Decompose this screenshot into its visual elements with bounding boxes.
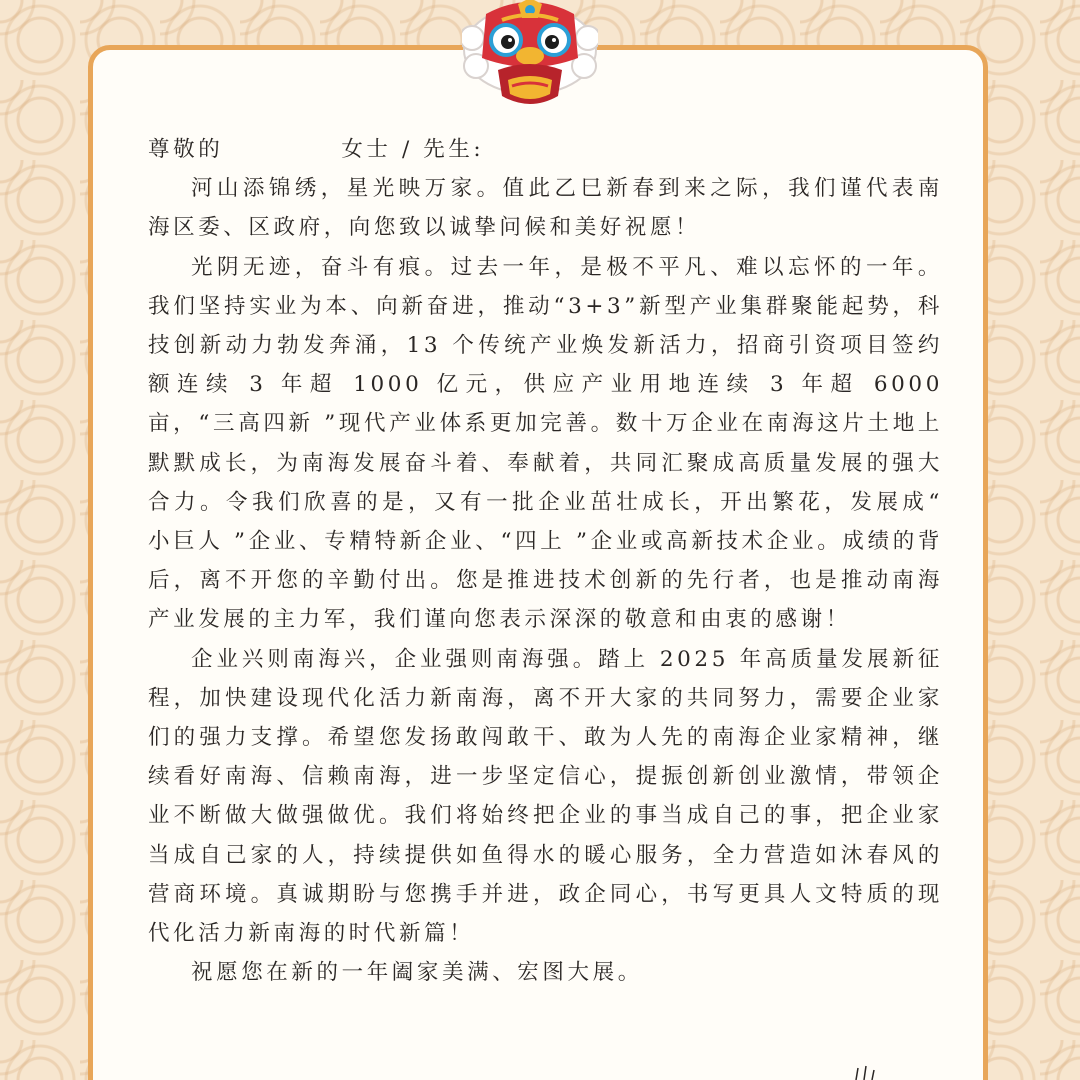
letter-body [148,130,943,992]
paragraph-review: 光阴无迹，奋斗有痕。过去一年，是极不平凡、难以忘怀的一年。我们坚持实业为本、向新奋进，推动“3+3”新型产业集群聚能起势，科技创新动力勃发奔涌，13 个传统产业焕发新活力，招商引资项目签约额连续 3 年超 1000 亿元，供应产业用地连续 3 年超 6000 亩，“三高四新 ”现代产业体系更加完善。数十万企业在南海这片土地上默默成长，为南海发展奋斗着、奉献着，共同汇聚成高质量发展的强大合力。令我们欣喜的是，又有一批企业茁壮成长，开出繁花，发展成“ 小巨人 ”企业、专精特新企业、“四上 ”企业或高新技术企业。成绩的背后，离不开您的辛勤付出。您是推进技术创新的先行者，也是推动南海产业发展的主力军，我们谨向您表示深深的敬意和由衷的感谢！ [148,254,943,633]
paragraph-greeting: 河山添锦绣，星光映万家。值此乙巳新春到来之际，我们谨代表南海区委、区政府，向您致以诚挚问候和美好祝愿！ [148,176,943,241]
lion-dance-head-icon [462,0,598,112]
paragraph-wishes: 祝愿您在新的一年阖家美满、宏图大展。 [191,960,643,986]
signature-stroke-icon [852,1062,882,1080]
salutation-line [148,130,943,169]
paragraph-outlook: 企业兴则南海兴，企业强则南海强。踏上 2025 年高质量发展新征程，加快建设现代化活力新南海，离不开大家的共同努力，需要企业家们的强力支撑。希望您发扬敢闯敢干、敢为人先的南海企业家精神，继续看好南海、信赖南海，进一步坚定信心，提振创新创业激情，带领企业不断做大做强做优。我们将始终把企业的事当成自己的事，把企业家当成自己家的人，持续提供如鱼得水的暖心服务，全力营造如沐春风的营商环境。真诚期盼与您携手并进，政企同心，书写更具人文特质的现代化活力新南海的时代新篇！ [148,646,943,947]
salutation-prefix: 尊敬的 [148,137,224,162]
salutation-suffix: 女士 / 先生: [341,137,485,162]
